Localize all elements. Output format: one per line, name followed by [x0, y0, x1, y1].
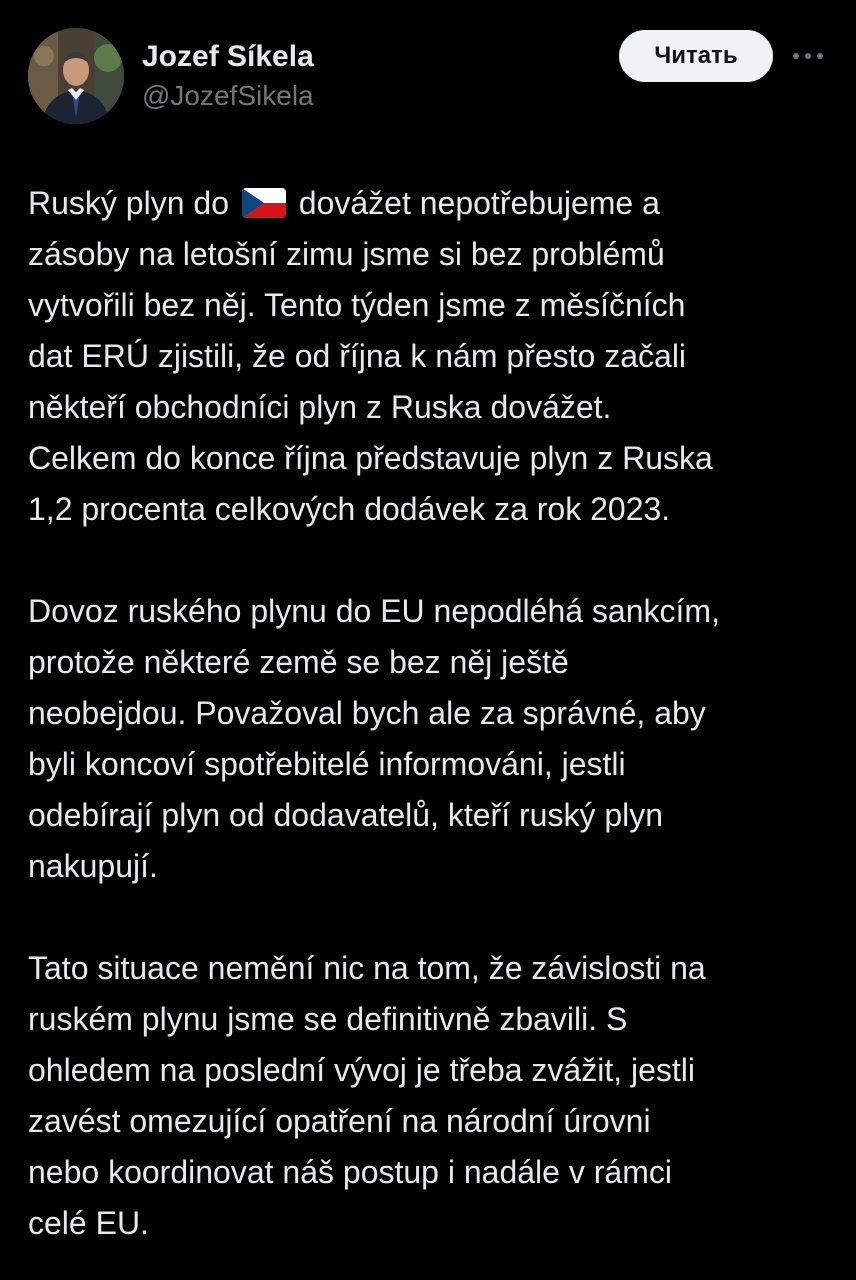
tweet-paragraph-3: Tato situace nemění nic na tom, že závislosti na ruském plynu jsme se definitivně zbavili. S ohledem na poslední vývoj je třeba zvážit, jestli zavést omezující opatření na národní úrovni nebo koordinovat náš postup i nadále v rámci celé EU. [28, 950, 706, 1241]
tweet-text-segment: Ruský plyn do [28, 185, 229, 221]
more-horizontal-icon[interactable] [790, 42, 826, 70]
avatar-image [28, 28, 124, 124]
author-info [142, 40, 314, 114]
tweet-header [28, 28, 828, 124]
follow-button[interactable]: Читать [619, 30, 773, 82]
author-display-name[interactable]: Jozef Síkela [142, 40, 314, 73]
author-handle[interactable]: @JozefSikela [142, 80, 314, 111]
czech-flag-icon [242, 188, 286, 218]
tweet-text-segment: dovážet nepotřebujeme a zásoby na letošní zimu jsme si bez problémů vytvořili bez něj. Tento týden jsme z měsíčních dat ERÚ zjistili, že od října k nám přesto začali někteří obchodníci plyn z Ruska dovážet. Celkem do konce října představuje plyn z Ruska 1,2 procenta celkových dodávek za rok 2023. [28, 185, 713, 527]
tweet-text [28, 178, 828, 1249]
avatar[interactable] [28, 28, 124, 124]
tweet-paragraph-1 [28, 178, 828, 535]
tweet-paragraph-2: Dovoz ruského plynu do EU nepodléhá sankcím, protože některé země se bez něj ještě neobejdou. Považoval bych ale za správné, aby byli koncoví spotřebitelé informováni, jestli odebírají plyn od dodavatelů, kteří ruský plyn nakupují. [28, 593, 720, 884]
